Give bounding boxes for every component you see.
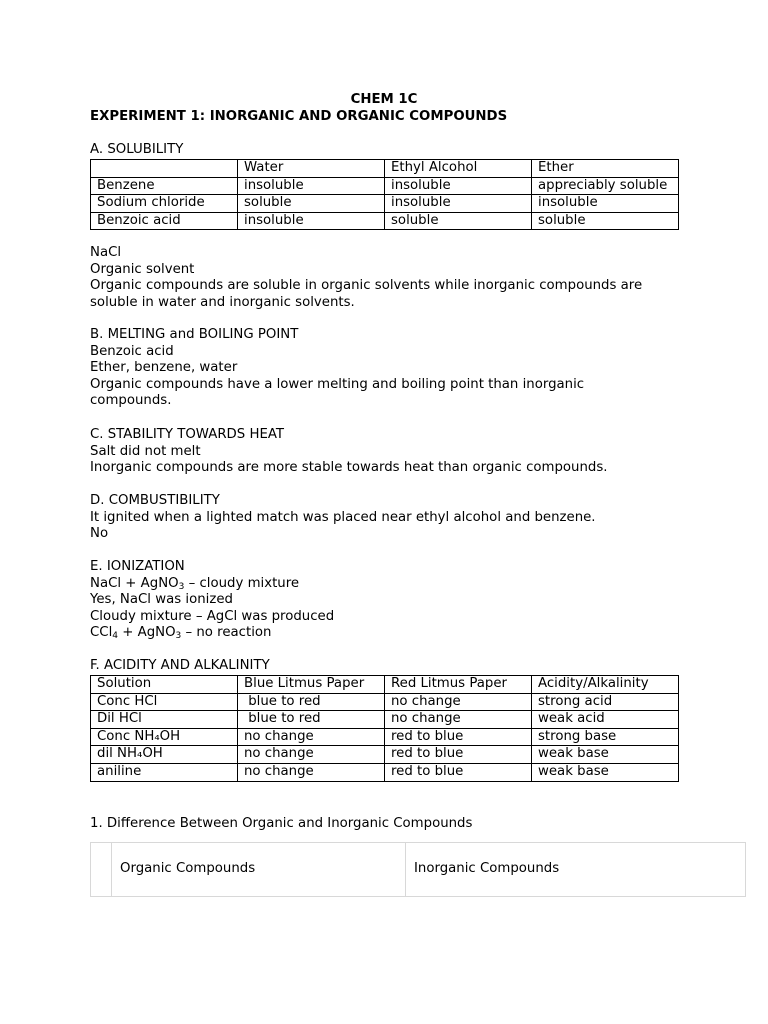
table-cell: no change [238,728,385,746]
table-cell: insoluble [238,177,385,195]
conclusion-text: Organic compounds have a lower melting and boiling point than inorganic compounds. [90,376,585,409]
difference-table [90,842,746,897]
table-cell: Conc HCl [91,693,238,711]
table-row [91,763,679,781]
answer-line: Benzoic acid [90,343,174,359]
table-row [91,746,679,764]
table-cell: no change [238,746,385,764]
inorganic-column-header: Inorganic Compounds [414,861,560,876]
conclusion-text: Organic compounds are soluble in organic solvents while inorganic compounds are soluble in water and inorganic solvents. [90,278,643,310]
table-cell [406,843,745,896]
experiment-title: EXPERIMENT 1: INORGANIC AND ORGANIC COMPOUNDS [90,109,508,124]
table-cell: insoluble [238,212,385,230]
stability-section [90,427,608,477]
answer-line: Cloudy mixture – AgCl was produced [90,608,335,624]
table-header-cell: Solution [91,676,238,694]
table-cell [91,843,112,896]
organic-column-header: Organic Compounds [120,861,256,876]
table-cell: no change [385,711,532,729]
table-cell: Sodium chloride [91,195,238,213]
answer-line: Inorganic compounds are more stable towards heat than organic compounds. [90,460,608,476]
ionization-section [90,559,334,642]
table-cell: appreciably soluble [532,177,679,195]
combustibility-section [90,493,596,543]
acidity-heading: F. ACIDITY AND ALKALINITY [90,658,270,673]
table-row [91,212,679,230]
reaction-line [90,625,334,642]
table-cell: insoluble [532,195,679,213]
table-header-cell: Blue Litmus Paper [238,676,385,694]
table-cell: red to blue [385,763,532,781]
solubility-heading: A. SOLUBILITY [90,142,184,157]
table-row [91,693,679,711]
reaction-line [90,576,334,593]
table-cell: Conc NH₄OH [91,728,238,746]
table-cell: soluble [532,212,679,230]
table-cell: Benzoic acid [91,212,238,230]
table-header-cell: Ether [532,160,679,178]
answer-line: It ignited when a lighted match was placed near ethyl alcohol and benzene. [90,509,596,525]
table-cell: strong base [532,728,679,746]
table-cell [112,843,406,896]
reaction-text: + AgNO [118,625,176,641]
table-row [91,177,679,195]
subscript: 3 [175,631,182,642]
table-header-cell: Water [238,160,385,178]
difference-heading: 1. Difference Between Organic and Inorganic Compounds [90,816,473,831]
table-cell: blue to red [238,711,385,729]
table-cell: Benzene [91,177,238,195]
course-title: CHEM 1C [350,92,418,107]
reaction-text: – cloudy mixture [184,575,300,591]
table-cell: no change [385,693,532,711]
solubility-table [90,159,679,230]
acidity-table [90,675,679,782]
table-cell: weak base [532,763,679,781]
table-header-cell: Red Litmus Paper [385,676,532,694]
answer-line: NaCl [90,245,122,260]
table-header-cell: Acidity/Alkalinity [532,676,679,694]
solubility-answers [90,245,680,311]
reaction-text: – no reaction [181,625,272,641]
table-cell: strong acid [532,693,679,711]
table-cell: soluble [385,212,532,230]
answer-line: No [90,526,109,542]
melting-section [90,327,630,410]
subscript: 3 [178,581,185,592]
ionization-heading: E. IONIZATION [90,559,185,574]
table-row [91,728,679,746]
table-cell: weak base [532,746,679,764]
table-cell: no change [238,763,385,781]
subscript: 4 [112,631,118,642]
table-cell: red to blue [385,746,532,764]
answer-line: Salt did not melt [90,443,201,459]
table-header-cell [91,160,238,178]
table-cell: red to blue [385,728,532,746]
melting-heading: B. MELTING and BOILING POINT [90,327,299,342]
reaction-text: NaCl + AgNO [90,575,179,591]
answer-line: Organic solvent [90,261,195,277]
table-cell: weak acid [532,711,679,729]
table-row [91,711,679,729]
reaction-text: CCl [90,625,113,641]
combustibility-heading: D. COMBUSTIBILITY [90,493,220,508]
table-cell: Dil HCl [91,711,238,729]
answer-line: Yes, NaCl was ionized [90,592,233,608]
table-cell: aniline [91,763,238,781]
stability-heading: C. STABILITY TOWARDS HEAT [90,427,285,442]
table-header-cell: Ethyl Alcohol [385,160,532,178]
table-row [91,195,679,213]
table-cell: insoluble [385,177,532,195]
table-cell: insoluble [385,195,532,213]
answer-line: Ether, benzene, water [90,360,238,376]
table-cell: soluble [238,195,385,213]
table-cell: blue to red [238,693,385,711]
table-cell: dil NH₄OH [91,746,238,764]
table-header-row [91,160,679,178]
table-header-row [91,676,679,694]
